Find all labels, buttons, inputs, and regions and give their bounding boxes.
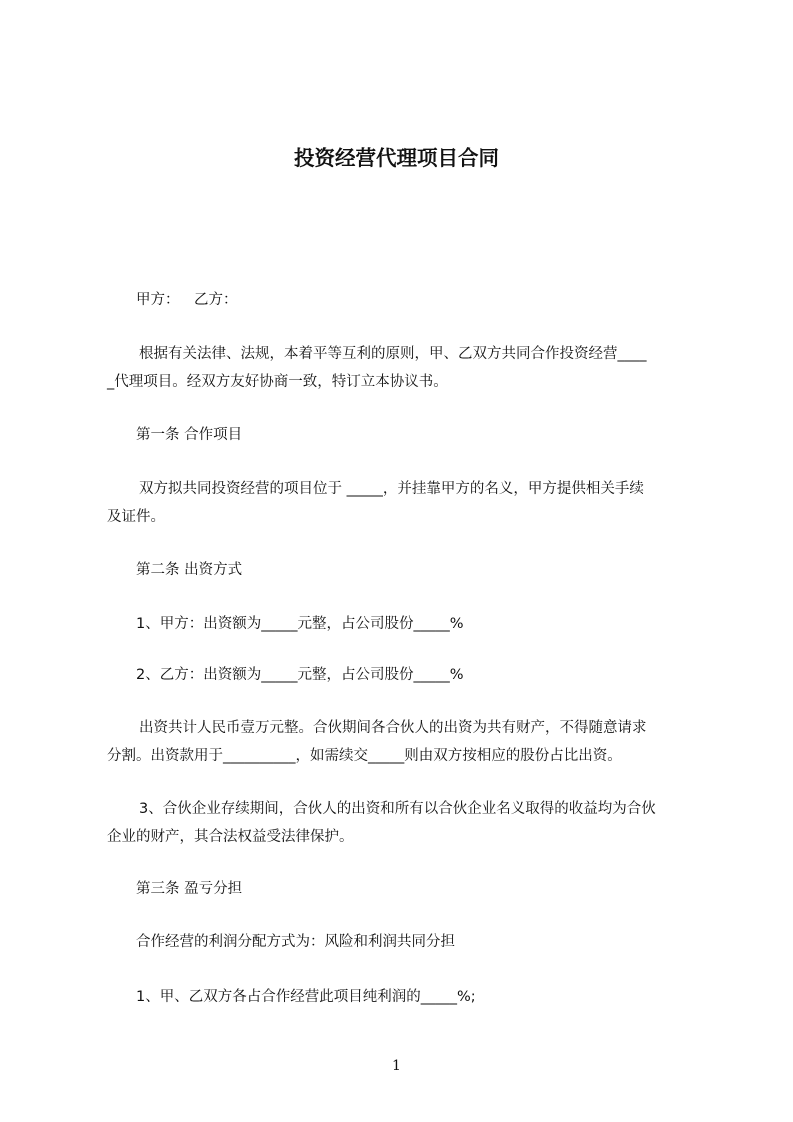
article-3-item-1: 1、甲、乙双方各占合作经营此项目纯利润的_____%;: [136, 989, 476, 1005]
preamble-line-2: _代理项目。经双方友好协商一致，特订立本协议书。: [107, 374, 448, 390]
article-2-total-line-2: 分割。出资款用于__________，如需续交_____则由双方按相应的股份占比出资。: [107, 748, 622, 764]
article-2-item-3-line-2: 企业的财产，其合法权益受法律保护。: [107, 829, 354, 845]
article-3-intro: 合作经营的利润分配方式为：风险和利润共同分担: [136, 934, 455, 950]
article-1-heading: 第一条 合作项目: [136, 427, 243, 443]
article-2-item-1: 1、甲方：出资额为_____元整，占公司股份_____%: [136, 616, 464, 632]
page-number: 1: [392, 1058, 401, 1074]
party-b-label: 乙方：: [194, 292, 238, 308]
article-2-item-2: 2、乙方：出资额为_____元整，占公司股份_____%: [136, 667, 464, 683]
article-2-item-3-line-1: 3、合伙企业存续期间，合伙人的出资和所有以合伙企业名义取得的收益均为合伙: [139, 801, 656, 817]
article-3-heading: 第三条 盈亏分担: [136, 881, 243, 897]
party-a-label: 甲方：: [136, 292, 180, 308]
article-1-line-1: 双方拟共同投资经营的项目位于 _____，并挂靠甲方的名义，甲方提供相关手续: [139, 481, 644, 497]
article-1-line-2: 及证件。: [107, 509, 165, 525]
preamble-line-1: 根据有关法律、法规，本着平等互利的原则，甲、乙双方共同合作投资经营____: [139, 346, 647, 362]
article-2-heading: 第二条 出资方式: [136, 562, 243, 578]
document-title: 投资经营代理项目合同: [294, 146, 499, 170]
article-2-total-line-1: 出资共计人民币壹万元整。合伙期间各合伙人的出资为共有财产，不得随意请求: [139, 720, 647, 736]
